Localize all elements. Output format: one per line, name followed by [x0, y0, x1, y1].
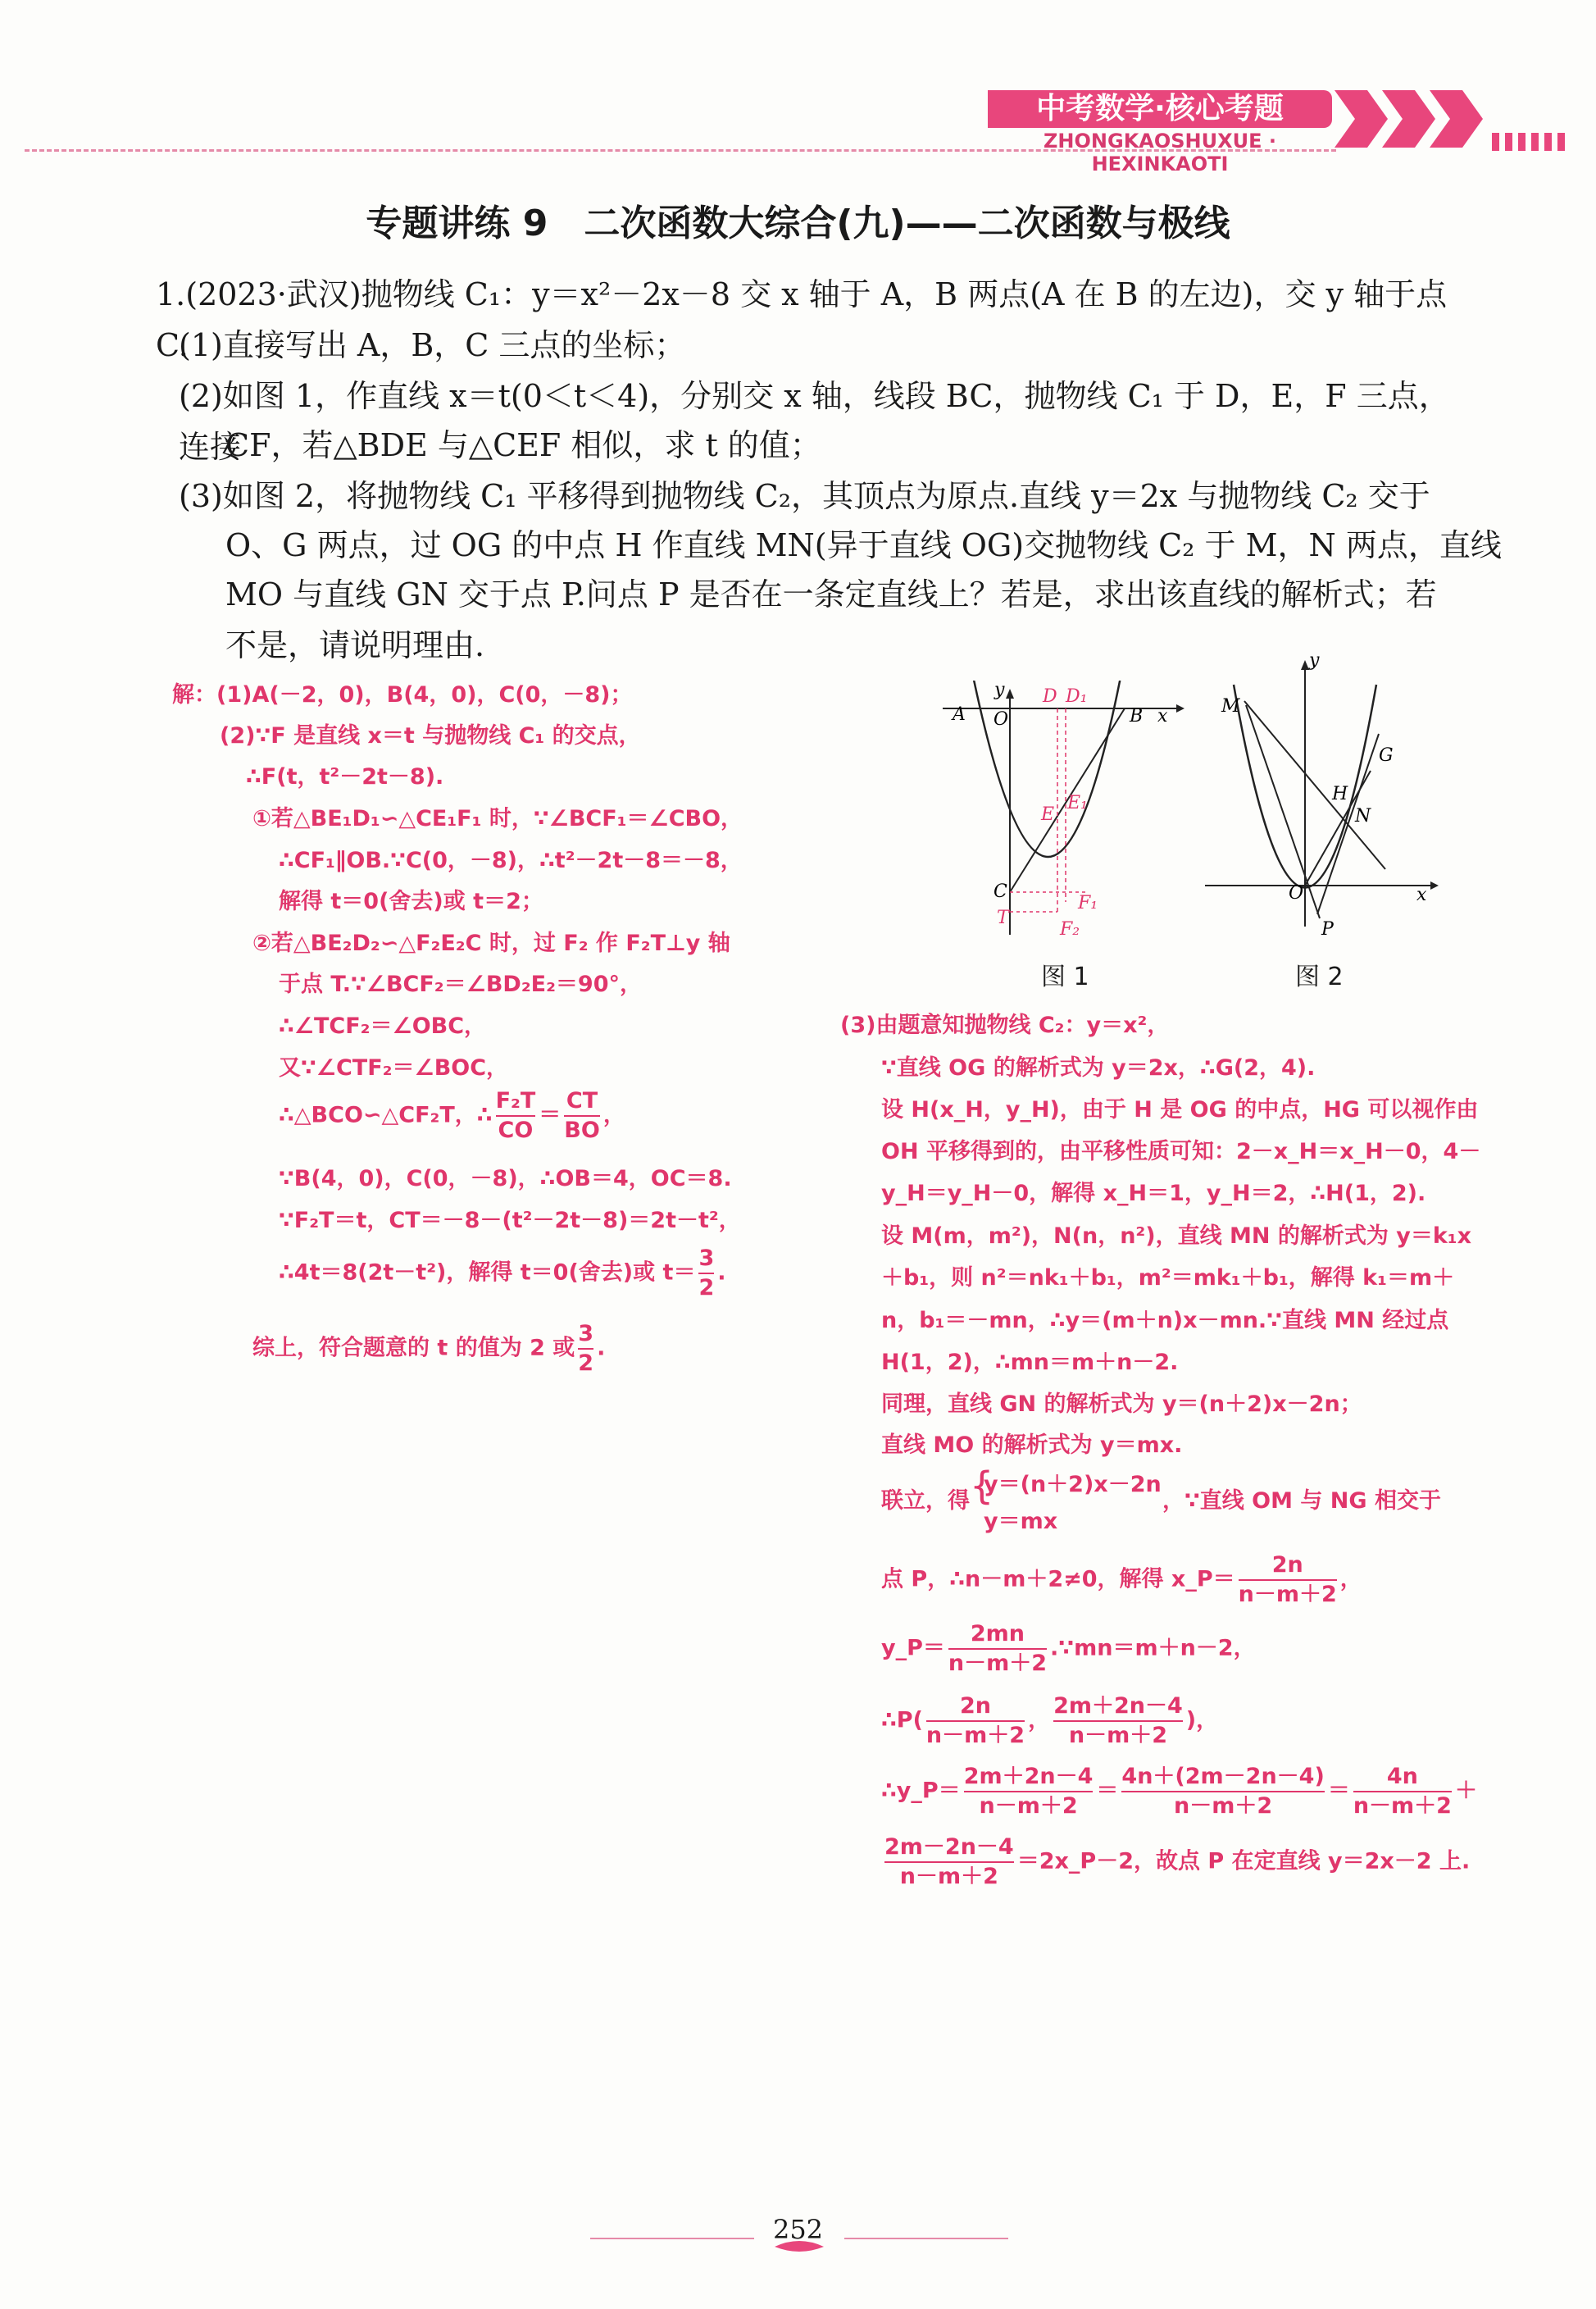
fig2-label: M	[1221, 696, 1240, 717]
series-pinyin: ZHONGKAOSHUXUE · HEXINKAOTI	[1044, 130, 1276, 175]
fig1-label: x	[1157, 706, 1168, 726]
solution-line: ∴∠TCF₂＝∠OBC，	[279, 1013, 487, 1039]
solution-line-fraction: ∴4t＝8(2t－t²)，解得 t＝0(舍去)或 t＝ $\frac{3}{2}$ .	[279, 1246, 726, 1300]
fig1-label: F₁	[1078, 893, 1098, 913]
fig2-label: y	[1309, 650, 1320, 671]
header-arrows-icon	[1335, 86, 1490, 152]
fig1-label: y	[994, 681, 1005, 700]
figure-2-diagram	[1197, 648, 1443, 951]
fig2-line-mn	[1244, 701, 1385, 869]
fig2-label: P	[1321, 919, 1334, 940]
figure-1-caption: 图 1	[1041, 963, 1089, 991]
solution-line-fraction: ∴y_P＝ $\frac{2m+2n-4}{n-m+2}$ ＝ $\frac{4n+(2m-2n-4)}{n-m+2}$ ＝ $\frac{4n}{n-m+2}$ ＋	[881, 1764, 1477, 1819]
header-bars-icon	[1492, 131, 1574, 151]
fig1-label: C	[994, 881, 1007, 902]
fig1-label: O	[994, 709, 1009, 730]
page-title: 专题讲练 9 二次函数大综合(九)——二次函数与极线	[366, 203, 1230, 244]
solution-conclusion: $\frac{2m-2n-4}{n-m+2}$ ＝2x_P－2，故点 P 在定直线 y＝2x－2 上.	[884, 1834, 1471, 1889]
fig2-label: H	[1332, 784, 1348, 804]
solution-line: ∴F(t，t²－2t－8).	[246, 764, 444, 790]
solution-line: 设 M(m，m²)，N(n，n²)，直线 MN 的解析式为 y＝k₁x	[881, 1223, 1472, 1249]
solution-line: (3)由题意知抛物线 C₂：y＝x²，	[840, 1013, 1170, 1038]
solution-line-fraction: ∴△BCO∽△CF₂T，∴ $\frac{\text{F₂T}}{CO}$ ＝ $\frac{CT}{BO}$ ，	[279, 1088, 625, 1143]
system-equation-2: y＝mx	[984, 1509, 1058, 1534]
problem-part-1: (1)直接写出 A，B，C 三点的坐标；	[179, 327, 686, 363]
solution-line: 解得 t＝0(舍去)或 t＝2；	[279, 889, 543, 914]
series-title: 中考数学·核心考题	[988, 90, 1332, 128]
solution-line: ①若△BE₁D₁∽△CE₁F₁ 时，∵∠BCF₁＝∠CBO，	[252, 806, 743, 831]
figure-1-diagram	[934, 681, 1189, 951]
solution-conclusion: 综上，符合题意的 t 的值为 2 或 $\frac{3}{2}$ .	[252, 1321, 606, 1376]
solution-line: OH 平移得到的，由平移性质可知：2－x_H＝x_H－0，4－	[881, 1139, 1481, 1164]
solution-line: 设 H(x_H，y_H)，由于 H 是 OG 的中点，HG 可以视作由	[881, 1097, 1479, 1123]
solution-line: ，∵直线 OM 与 NG 相交于	[1162, 1488, 1441, 1514]
solution-line: 同理，直线 GN 的解析式为 y＝(n＋2)x－2n；	[881, 1391, 1362, 1417]
fig1-label: T	[997, 908, 1009, 928]
solution-line: (2)∵F 是直线 x＝t 与抛物线 C₁ 的交点，	[220, 723, 641, 749]
solution-line: y_H＝y_H－0，解得 x_H＝1，y_H＝2，∴H(1，2).	[881, 1181, 1426, 1206]
fig1-parabola	[969, 681, 1125, 857]
solution-line: 又∵∠CTF₂＝∠BOC，	[279, 1055, 509, 1081]
figure-2-caption: 图 2	[1295, 963, 1344, 991]
page-number: 252	[772, 2214, 824, 2245]
solution-line: H(1，2)，∴mn＝m＋n－2.	[881, 1350, 1179, 1375]
fig1-label: E₁	[1067, 793, 1088, 813]
fig2-label: G	[1379, 745, 1394, 766]
fig1-label: B	[1130, 706, 1144, 726]
problem-stem: 1.(2023·武汉)抛物线 C₁：y＝x²－2x－8 交 x 轴于 A，B 两点(A 在 B 的左边)，交 y 轴于点 C.	[156, 276, 1448, 363]
solution-line-fraction: y_P＝ $\frac{2mn}{n-m+2}$ .∵mn＝m＋n－2，	[881, 1621, 1256, 1676]
fig2-label: x	[1416, 885, 1427, 905]
fig1-label: F₂	[1060, 919, 1080, 940]
fig1-label: D	[1043, 686, 1057, 707]
solution-line: ＋b₁，则 n²＝nk₁＋b₁，m²＝mk₁＋b₁，解得 k₁＝m＋	[881, 1265, 1455, 1291]
solution-line: ∵F₂T＝t，CT＝－8－(t²－2t－8)＝2t－t²，	[279, 1208, 741, 1233]
solution-line: ∵B(4，0)，C(0，－8)，∴OB＝4，OC＝8.	[279, 1166, 732, 1191]
solution-line: 直线 MO 的解析式为 y＝mx.	[881, 1432, 1183, 1458]
fig2-label: N	[1355, 806, 1371, 827]
solution-line: ②若△BE₂D₂∽△F₂E₂C 时，过 F₂ 作 F₂T⊥y 轴	[252, 931, 730, 956]
fig1-label: A	[953, 704, 966, 725]
problem-part-2-line1: (2)如图 1，作直线 x＝t(0＜t＜4)，分别交 x 轴，线段 BC，抛物线 C₁ 于 D，E，F 三点，连接	[179, 378, 1450, 465]
system-brace: {	[970, 1464, 994, 1508]
system-equation-1: y＝(n＋2)x－2n	[984, 1472, 1162, 1497]
solution-line: ∵直线 OG 的解析式为 y＝2x，∴G(2，4).	[881, 1055, 1316, 1081]
solution-line-fraction: ∴P( $\frac{2n}{n-m+2}$ ， $\frac{2m+2n-4}{n-m+2}$ )，	[881, 1693, 1219, 1748]
problem-part-3-line2: O、G 两点，过 OG 的中点 H 作直线 MN(异于直线 OG)交抛物线 C₂ 于 M，N 两点，直线	[225, 527, 1502, 563]
solution-line-label: 联立，得	[881, 1488, 970, 1514]
fig2-label: O	[1289, 883, 1304, 904]
problem-part-3-line1: (3)如图 2，将抛物线 C₁ 平移得到抛物线 C₂，其顶点为原点.直线 y＝2x 与抛物线 C₂ 交于	[179, 478, 1430, 514]
problem-part-3-line4: 不是，请说明理由.	[225, 627, 485, 663]
fig1-label: E	[1041, 804, 1055, 825]
solution-line-fraction: 点 P，∴n－m＋2≠0，解得 x_P＝ $\frac{2n}{n-m+2}$ ，	[881, 1552, 1362, 1607]
problem-part-3-line3: MO 与直线 GN 交于点 P.问点 P 是否在一条定直线上？若是，求出该直线的解析式；若	[225, 576, 1437, 613]
fig1-label: D₁	[1066, 686, 1088, 707]
solution-line: 解：(1)A(－2，0)，B(4，0)，C(0，－8)；	[172, 682, 633, 708]
solution-line: 于点 T.∵∠BCF₂＝∠BD₂E₂＝90°，	[279, 972, 642, 997]
solution-line: ∴CF₁∥OB.∵C(0，－8)，∴t²－2t－8＝－8，	[279, 848, 743, 873]
problem-part-2-line2: CF，若△BDE 与△CEF 相似，求 t 的值；	[225, 427, 821, 463]
solution-line: n，b₁＝－mn，∴y＝(m＋n)x－mn.∵直线 MN 经过点	[881, 1308, 1449, 1333]
